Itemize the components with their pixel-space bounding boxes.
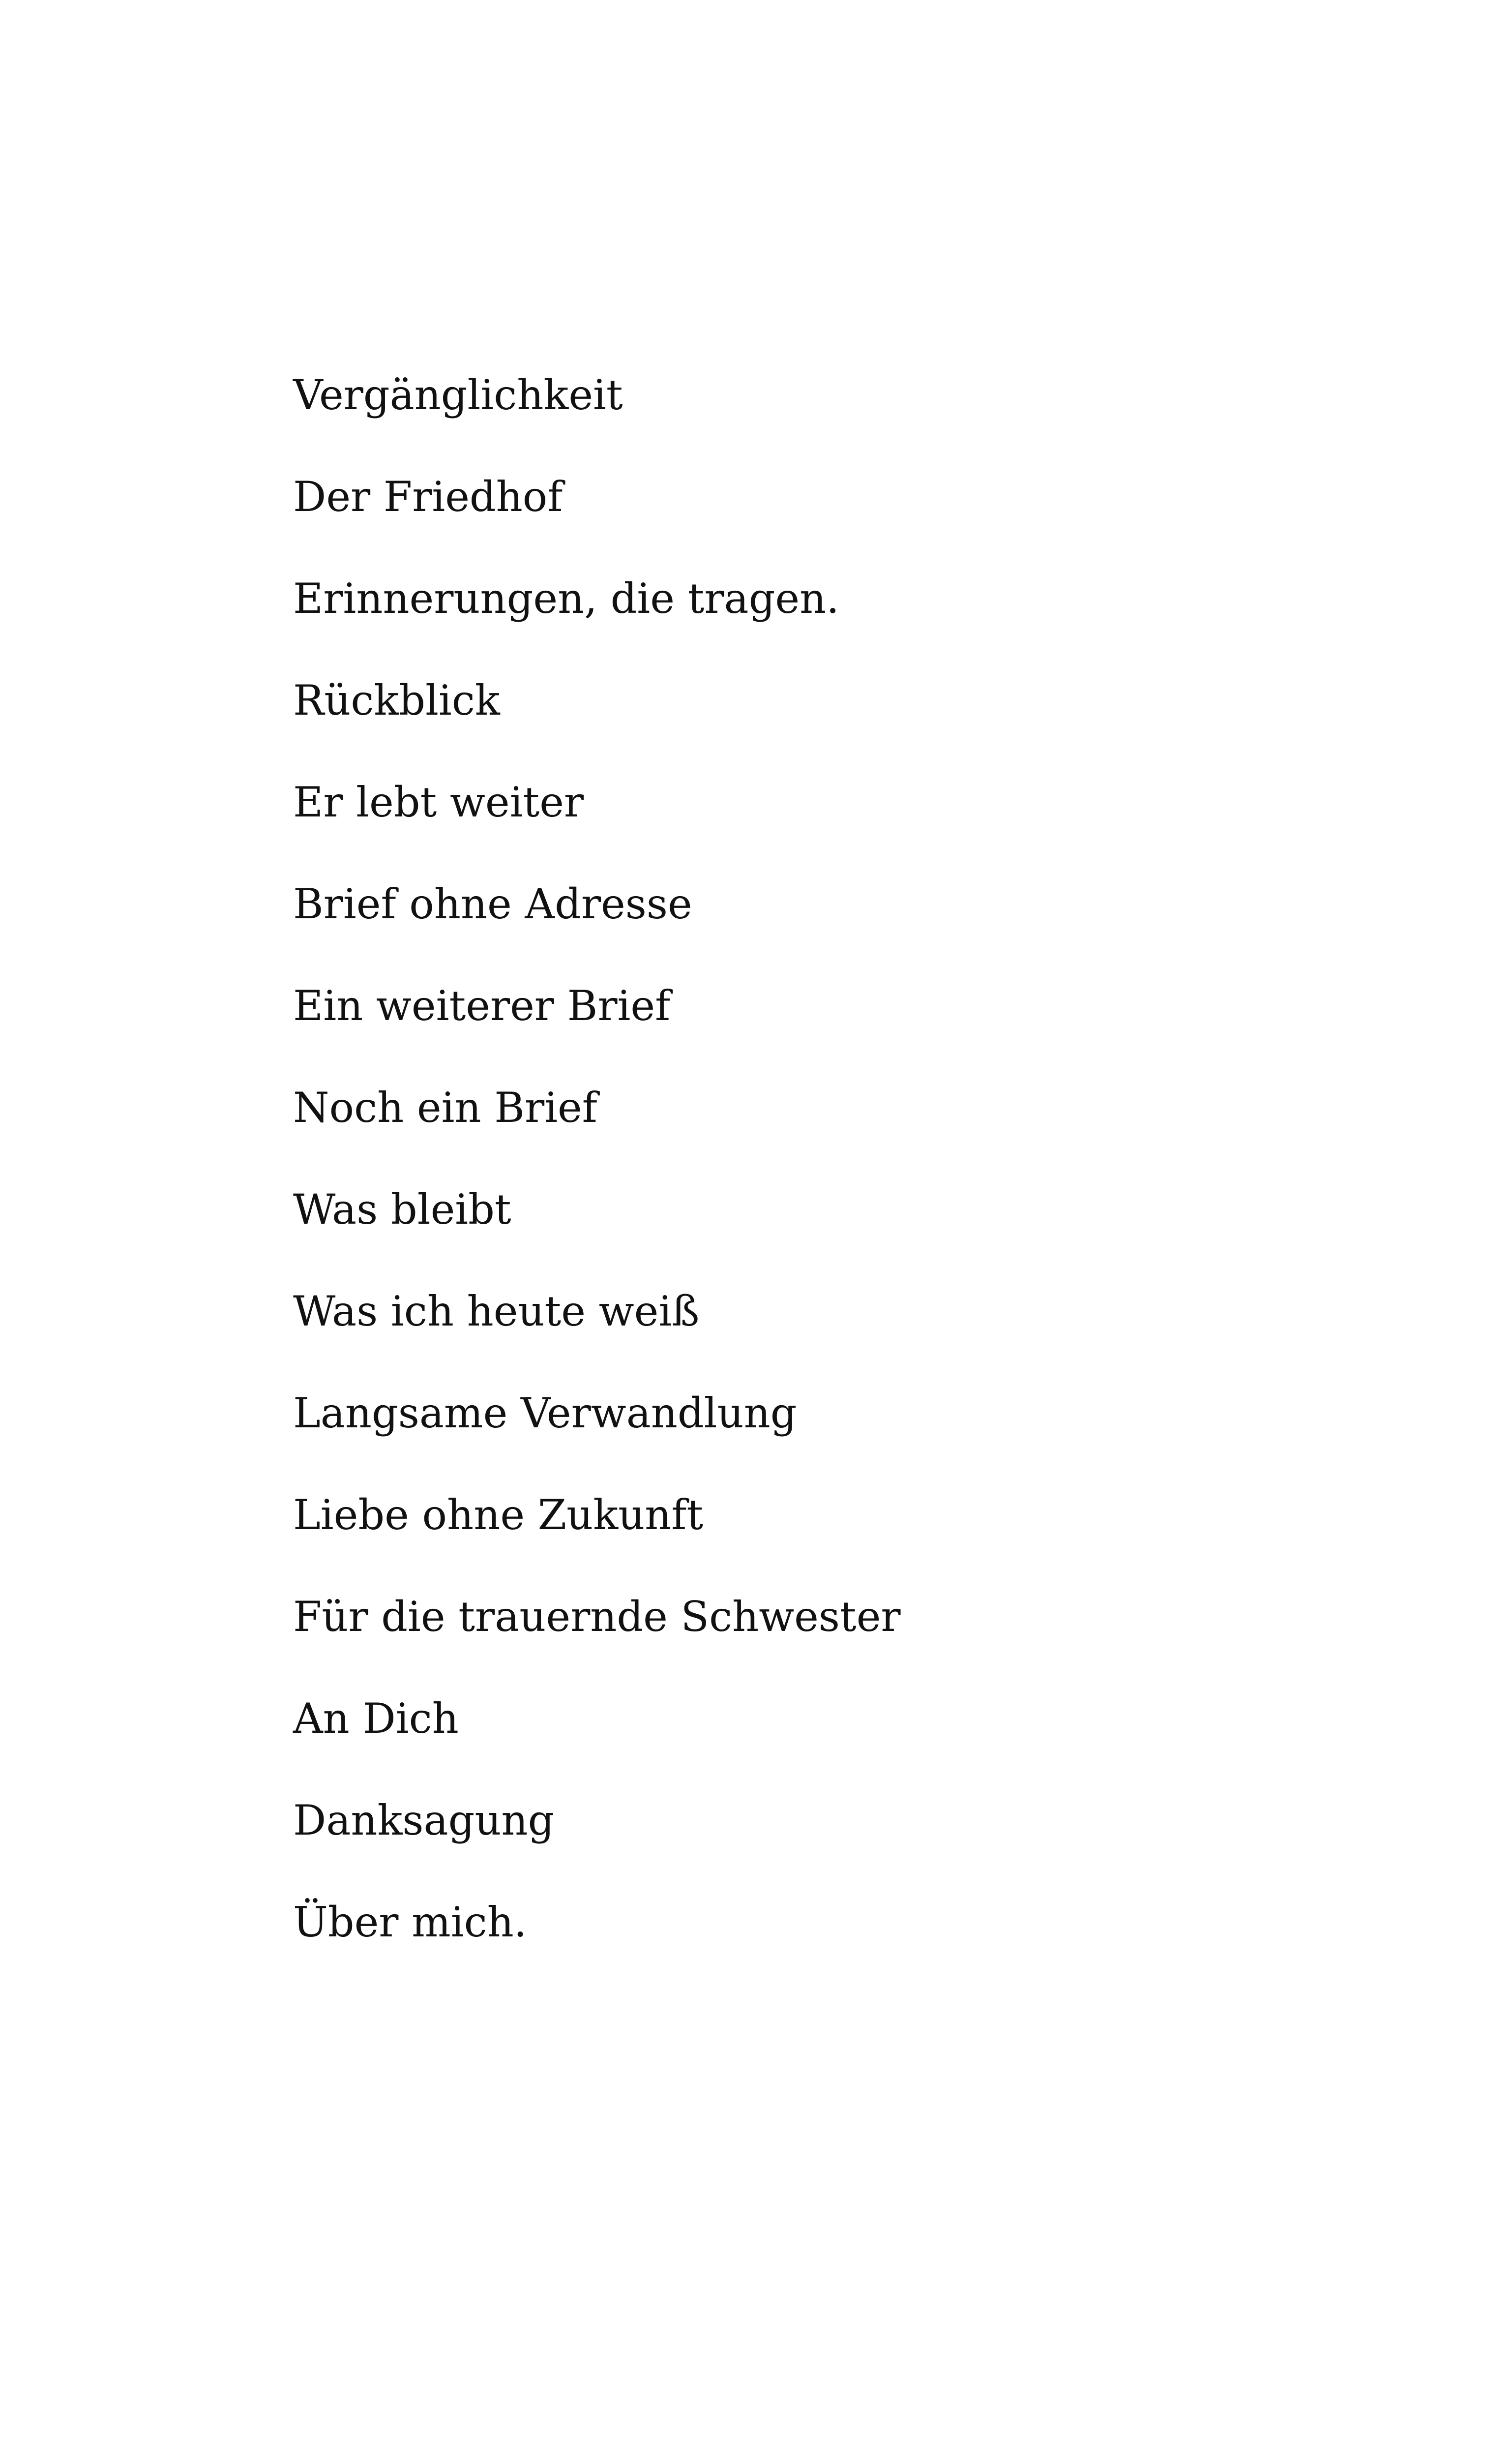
toc-item-er-lebt-weiter[interactable]: Er lebt weiter	[293, 778, 584, 826]
toc-item-fur-die-trauernde-schwester[interactable]: Für die trauernde Schwester	[293, 1593, 901, 1641]
table-of-contents	[293, 344, 901, 1973]
toc-item-ein-weiterer-brief[interactable]: Ein weiterer Brief	[293, 982, 671, 1030]
toc-item-der-friedhof[interactable]: Der Friedhof	[293, 473, 563, 521]
toc-item-erinnerungen[interactable]: Erinnerungen, die tragen.	[293, 574, 839, 623]
toc-item-langsame-verwandlung[interactable]: Langsame Verwandlung	[293, 1389, 797, 1437]
toc-item-an-dich[interactable]: An Dich	[293, 1694, 459, 1743]
toc-item-ruckblick[interactable]: Rückblick	[293, 676, 500, 724]
toc-item-was-bleibt[interactable]: Was bleibt	[293, 1185, 511, 1234]
toc-item-danksagung[interactable]: Danksagung	[293, 1796, 555, 1844]
toc-item-liebe-ohne-zukunft[interactable]: Liebe ohne Zukunft	[293, 1491, 704, 1539]
toc-item-was-ich-heute-weiss[interactable]: Was ich heute weiß	[293, 1287, 700, 1335]
toc-item-noch-ein-brief[interactable]: Noch ein Brief	[293, 1084, 597, 1132]
toc-item-verganglichkeit[interactable]: Vergänglichkeit	[293, 371, 623, 419]
toc-item-brief-ohne-adresse[interactable]: Brief ohne Adresse	[293, 880, 692, 928]
toc-item-uber-mich[interactable]: Über mich.	[293, 1898, 527, 1946]
